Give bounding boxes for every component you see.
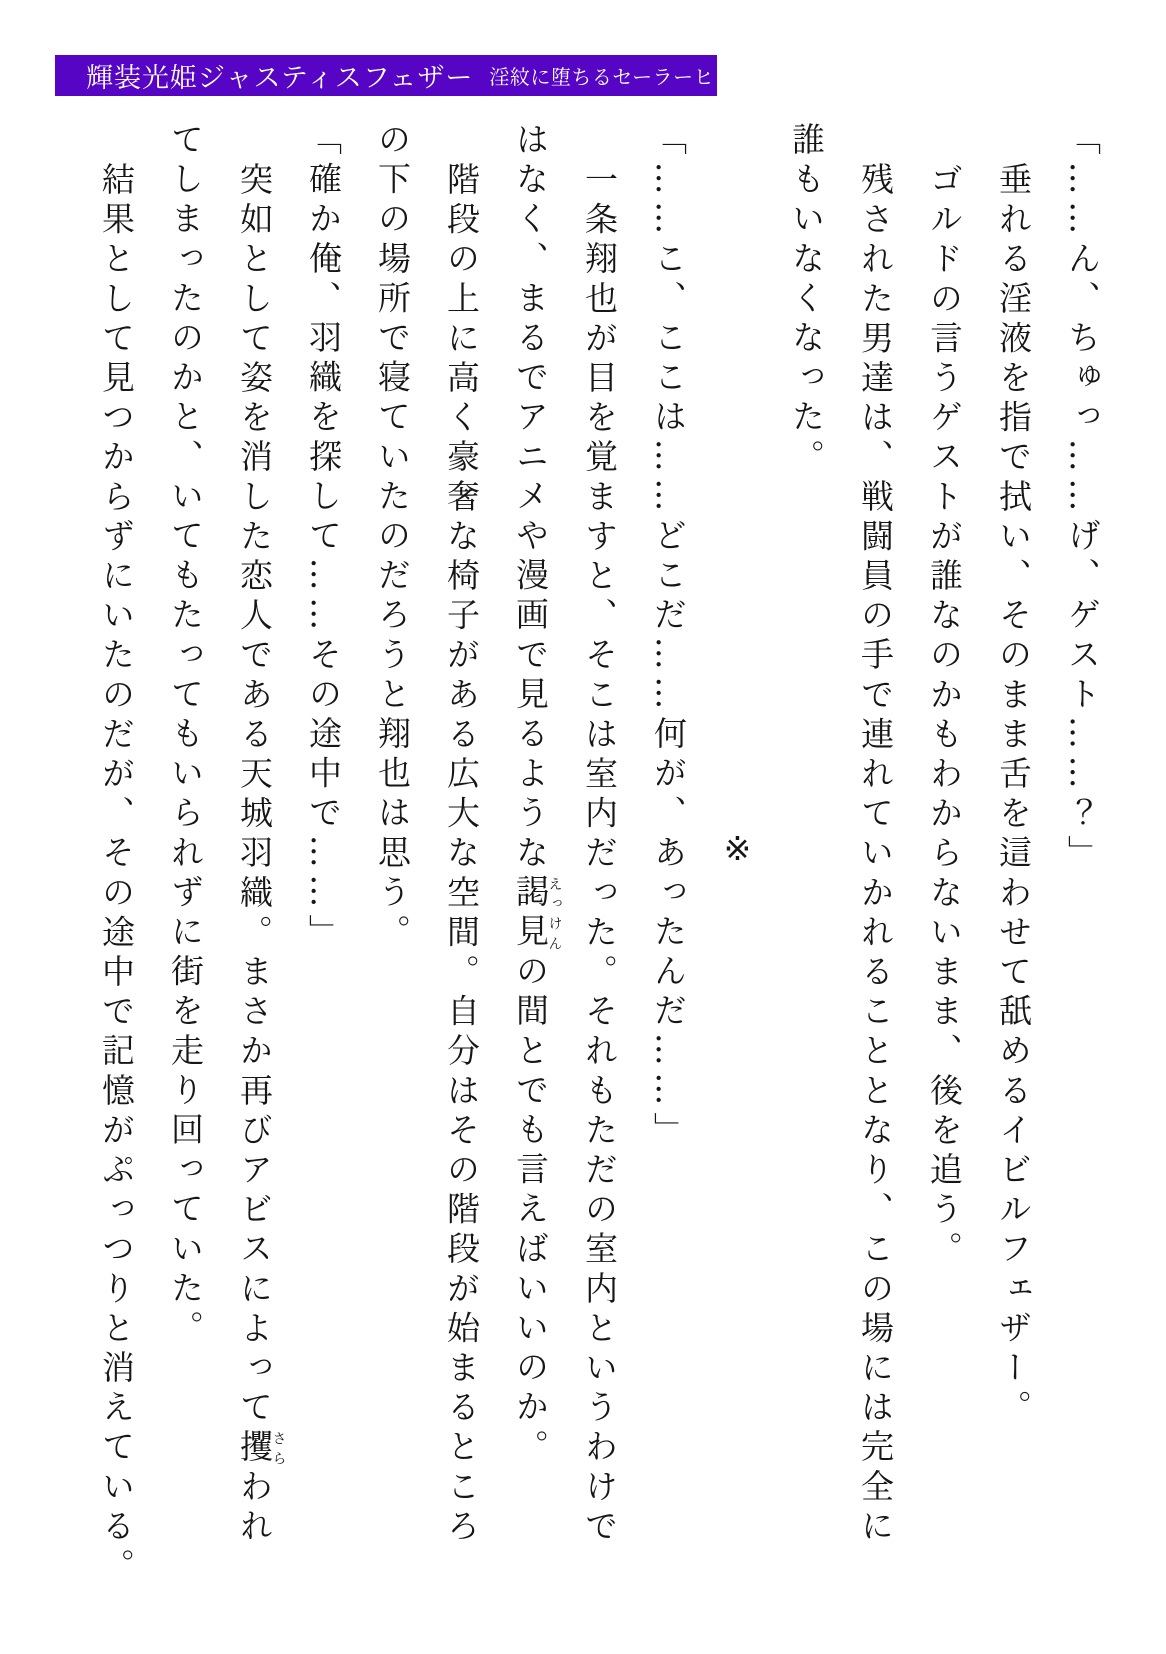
ruby-annotated-word: 攫さら (235, 1428, 287, 1469)
running-header (55, 55, 776, 96)
book-subtitle: 淫紋に堕ちるセーラーヒロイン (489, 65, 776, 89)
book-title: 輝装光姫ジャスティスフェザー (86, 63, 474, 94)
text-line: ゴルドの言うゲストが誰なのかもわからないまま、後を追う。 (925, 161, 964, 1271)
text-line: てしまったのかと、いてもたってもいられずに街を走り回っていた。 (166, 122, 205, 1350)
text-line: 「確か俺、羽織を探して……その途中で……」 (304, 122, 343, 954)
text-line: の下の場所で寝ていたのだろうと翔也は思う。 (373, 122, 412, 954)
text-line: 残された男達は、戦闘員の手で連れていかれることとなり、この場には完全に (856, 161, 895, 1548)
text-line: 「……ん、ちゅっ……げ、ゲスト……？」 (1063, 122, 1102, 875)
ruby-annotated-word: 謁見えっけん (511, 874, 563, 954)
section-divider: ※ (718, 828, 757, 868)
text-line: 一条翔也が目を覚ますと、そこは室内だった。それもただの室内というわけで (580, 161, 619, 1548)
page-text (82, 122, 1117, 1588)
text-line: 垂れる淫液を指で拭い、そのまま舌を這わせて舐めるイビルフェザー。 (994, 161, 1033, 1429)
text-line: 結果として見つからずにいたのだが、その途中で記憶がぷっつりと消えている。 (97, 161, 136, 1588)
text-line: 突如として姿を消した恋人である天城羽織。まさか再びアビスによって攫さらわれ (235, 161, 287, 1548)
text-line: 階段の上に高く豪奢な椅子がある広大な空間。自分はその階段が始まるところ (442, 161, 481, 1548)
text-line: はなく、まるでアニメや漫画で見るような謁見えっけんの間とでも言えばいいのか。 (511, 122, 563, 1469)
text-line: 誰もいなくなった。 (787, 122, 826, 479)
text-line: 「……こ、ここは……どこだ……何が、あったんだ……」 (649, 122, 688, 1152)
